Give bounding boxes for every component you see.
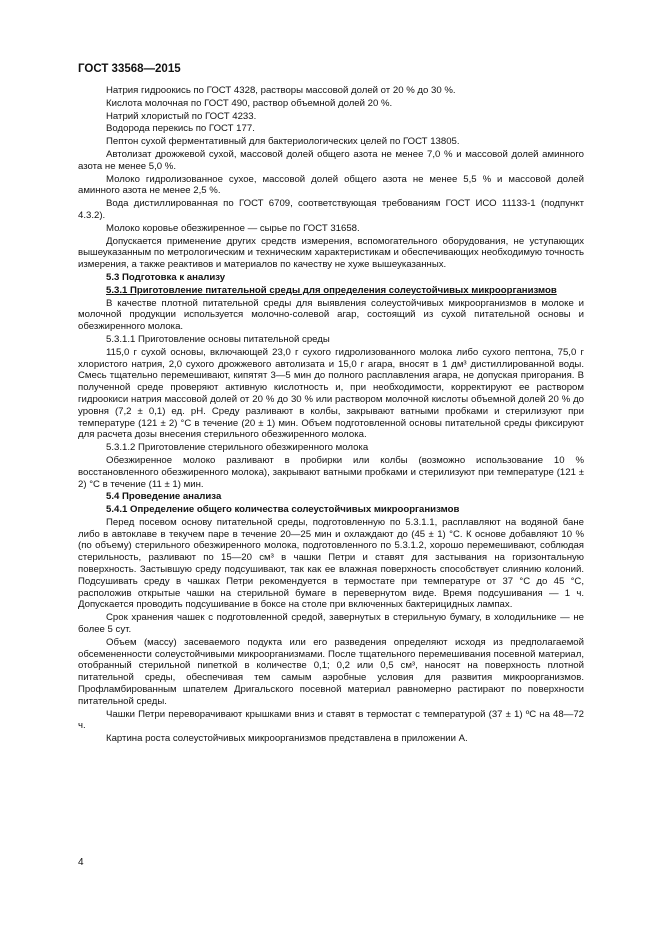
section-heading-5-4-1: 5.4.1 Определение общего количества солеустойчивых микроорганизмов: [106, 504, 460, 516]
paragraph-medium-description: В качестве плотной питательной среды для выявления солеустойчивых микроорганизмов в молоке и молочной продукции используется молочно-солевой агар, состоящий из сухой питательной основы и обезжиренного молока.: [78, 297, 584, 333]
document-body: [78, 85, 584, 746]
reagent-sodium-chloride: Натрий хлористый по ГОСТ 4233.: [106, 110, 257, 122]
paragraph-base-preparation: 115,0 г сухой основы, включающей 23,0 г сухого гидролизованного молока либо сухого пептона, 75,0 г хлористого натрия, 2,0 сухого дрожжевого автолизата и 15,0 г агара, вносят в 1 дм³ дистиллированной воды. Смесь тщательно перемешивают, кипятят 3—5 мин до полного расплавления агара, не допуская пригорания. В полученной среде проверяют активную кислотность и, при необходимости, корректируют ее раствором гидроокиси натрия массовой долей от 20 % до 30 % или раствором молочной кислоты объемной долей 20 % до уровня (7,2 ± 0,1) ед. рН. Среду разливают в колбы, закрывают ватными пробками и стерилизуют при температуре (121 ± 2) °С в течение (20 ± 1) мин. Объем подготовленной основы питательной среды фиксируют для расчета дозы внесения стерильного обезжиренного молока.: [78, 346, 584, 441]
reagent-hydrolyzed-milk: Молоко гидролизованное сухое, массовой долей общего азота не менее 5,5 % и массовой долей аминного азота не менее 2,5 %.: [78, 173, 584, 197]
paragraph-inoculum: Объем (массу) засеваемого подукта или его разведения определяют исходя из предполагаемой обсемененности солеустойчивыми микроорганизмами. После тщательного перемешивания посевной материал, отобранный стерильной пипеткой в количестве 0,1; 0,2 или 0,5 см³, наносят на поверхность плотной питательной среды, обеспечивая тем самым аэробные условия для развития микроорганизмов. Профламбированным шпателем Дригальского посевной материал равномерно растирают по поверхности питательной среды.: [78, 636, 584, 707]
paragraph-skim-milk-preparation: Обезжиренное молоко разливают в пробирки или колбы (возможно использование 10 % восстановленного обезжиренного молока), закрывают ватными пробками и стерилизуют при температуре (121 ± 2) °С в течение (11 ± 1) мин.: [78, 454, 584, 490]
reagent-distilled-water: Вода дистиллированная по ГОСТ 6709, соответствующая требованиям ГОСТ ИСО 11133-1 (подпункт 4.3.2).: [78, 198, 584, 221]
paragraph-incubation: Чашки Петри переворачивают крышками вниз и ставят в термостат с температурой (37 ± 1) ºС на 48—72 ч.: [78, 708, 584, 732]
reagent-sodium-hydroxide: Натрия гидроокись по ГОСТ 4328, растворы массовой долей от 20 % до 30 %.: [106, 85, 456, 96]
section-heading-5-3-1-text: 5.3.1 Приготовление питательной среды для определения солеустойчивых микроорганизмов: [106, 284, 557, 296]
paragraph-seeding-procedure: Перед посевом основу питательной среды, подготовленную по 5.3.1.1, расплавляют на водяной бане либо в автоклаве в текучем паре в течение 20—25 мин и охлаждают до (45 ± 1) °С. К основе добавляют 10 % (по объему) стерильного обезжиренного молока, подготовленного по 5.3.1.2, хорошо перемешивают, соблюдая стерильность, разливают по 15—20 см³ в чашки Петри и ставят для застывания на горизонтальную поверхность. Застывшую среду подсушивают, так как ее влажная поверхность способствует слиянию колоний. Подсушивать среду в чашках Петри рекомендуется в термостате при температуре от 37 °С до 45 °С, расположив открытые чашки на стерильной бумаге в перевернутом виде. Время подсушивания — 1 ч. Допускается проводить подсушивание в боксе на столе при включенных бактерицидных лампах.: [78, 516, 584, 611]
reagent-peptone: Пептон сухой ферментативный для бактериологических целей по ГОСТ 13805.: [106, 136, 460, 148]
section-heading-5-3-1: [78, 285, 584, 297]
reagent-hydrogen-peroxide: Водорода перекись по ГОСТ 177.: [106, 123, 255, 135]
section-heading-5-3-1-2: 5.3.1.2 Приготовление стерильного обезжиренного молока: [106, 442, 369, 454]
document-header: ГОСТ 33568—2015: [78, 63, 181, 75]
reagent-yeast-autolysate: Автолизат дрожжевой сухой, массовой долей общего азота не менее 7,0 % и массовой долей аминного азота не менее 5,0 %.: [78, 148, 584, 172]
reagent-lactic-acid: Кислота молочная по ГОСТ 490, раствор объемной долей 20 %.: [106, 97, 393, 109]
paragraph-alternatives: Допускается применение других средств измерения, вспомогательного оборудования, не уступающих вышеуказанным по метрологическим и техническим характеристикам и обеспечивающих необходимую точность измерения, а также реактивов и материалов по качеству не хуже вышеуказанных.: [78, 235, 584, 271]
reagent-skim-milk: Молоко коровье обезжиренное — сырье по ГОСТ 31658.: [106, 222, 360, 234]
page-number: 4: [78, 857, 84, 868]
paragraph-appendix-ref: Картина роста солеустойчивых микроорганизмов представлена в приложении А.: [106, 733, 468, 745]
section-heading-5-4: 5.4 Проведение анализа: [106, 491, 222, 503]
section-heading-5-3-1-1: 5.3.1.1 Приготовление основы питательной среды: [106, 333, 330, 345]
paragraph-storage: Срок хранения чашек с подготовленной средой, завернутых в стерильную бумагу, в холодильнике — не более 5 сут.: [78, 612, 584, 636]
section-heading-5-3: 5.3 Подготовка к анализу: [106, 271, 226, 283]
